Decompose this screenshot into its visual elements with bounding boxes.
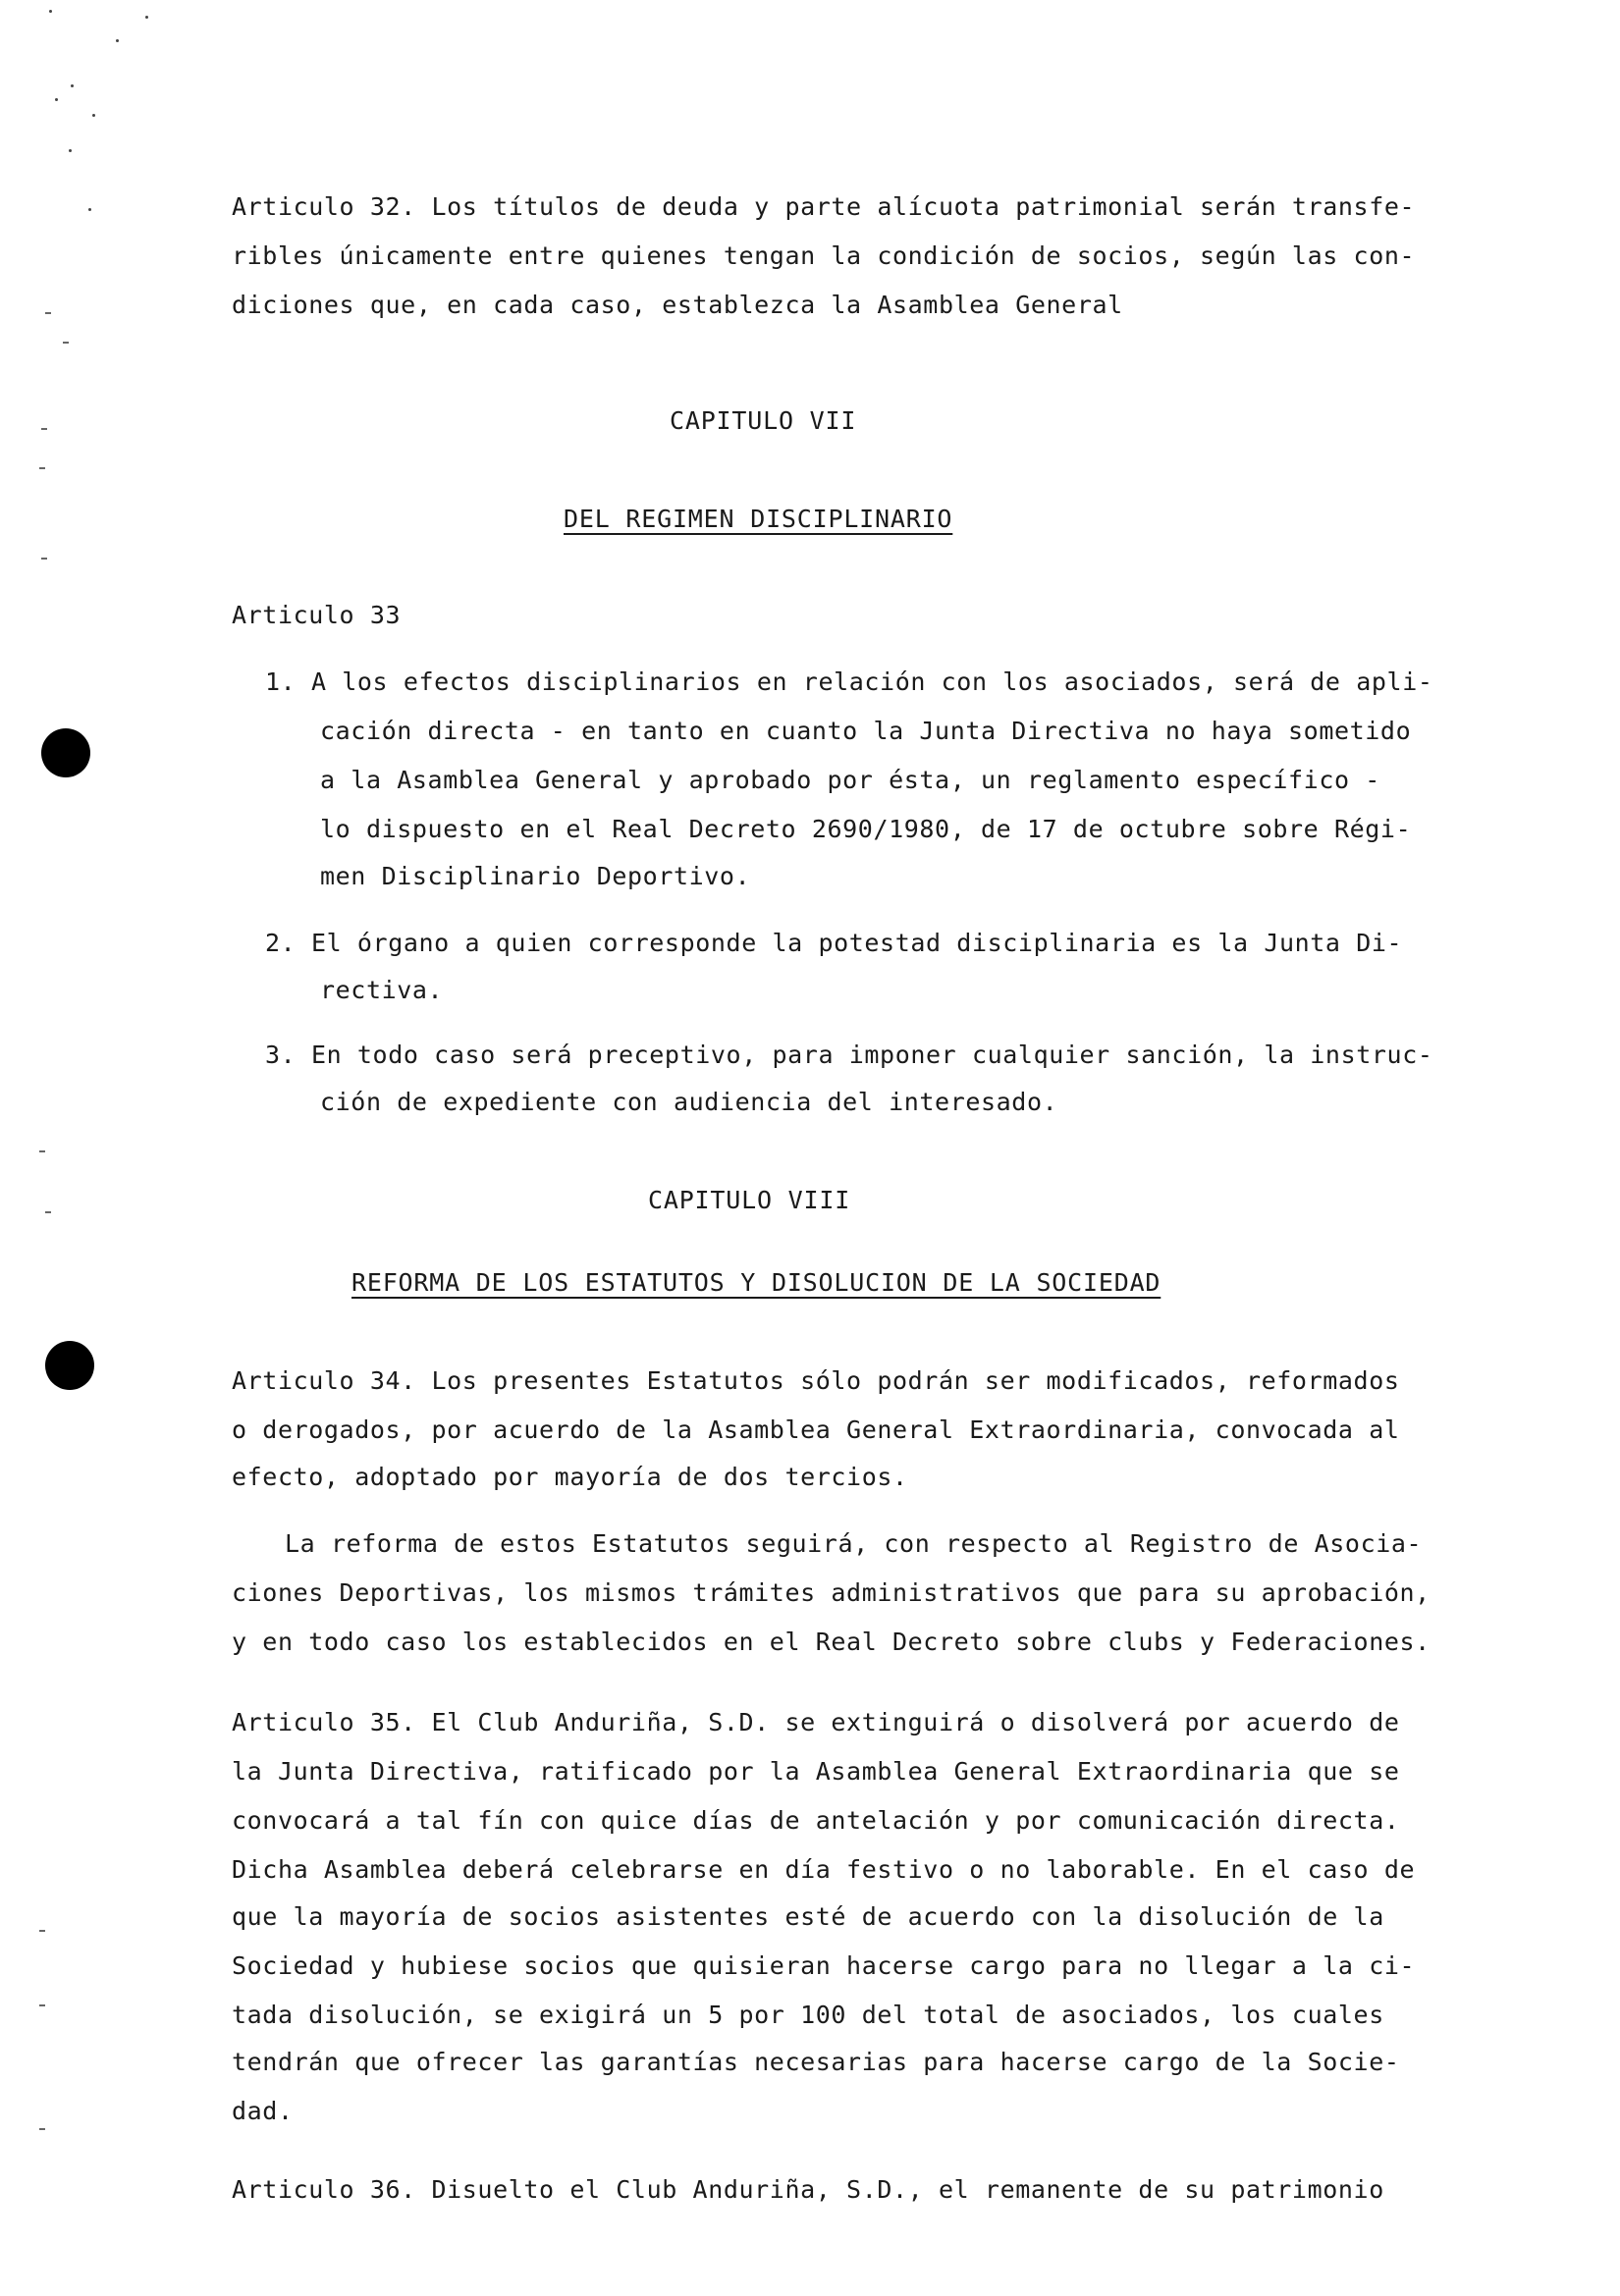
art35-line-5: que la mayoría de socios asistentes esté de acuerdo con la disolución de la bbox=[232, 1902, 1384, 1931]
art35-line-3: convocará a tal fín con quice días de antelación y por comunicación directa. bbox=[232, 1806, 1400, 1835]
art34-line-5: ciones Deportivas, los mismos trámites administrativos que para su aprobación, bbox=[232, 1578, 1431, 1607]
scan-mark bbox=[39, 467, 45, 469]
scan-speck bbox=[92, 114, 95, 117]
art34-line-3: efecto, adoptado por mayoría de dos tercios. bbox=[232, 1463, 908, 1491]
art34-line-2: o derogados, por acuerdo de la Asamblea General Extraordinaria, convocada al bbox=[232, 1415, 1400, 1444]
art35-line-1: Articulo 35. El Club Anduriña, S.D. se extinguirá o disolverá por acuerdo de bbox=[232, 1708, 1400, 1736]
art32-line-2: ribles únicamente entre quienes tengan la condición de socios, según las con- bbox=[232, 241, 1416, 270]
scan-speck bbox=[116, 39, 119, 42]
scan-speck bbox=[145, 16, 148, 19]
art35-line-7: tada disolución, se exigirá un 5 por 100 del total de asociados, los cuales bbox=[232, 2001, 1384, 2029]
art33-p1-line-1: 1. A los efectos disciplinarios en relación con los asociados, será de apli- bbox=[265, 667, 1433, 696]
scan-speck bbox=[49, 10, 52, 13]
chapter-8-title: CAPITULO VIII bbox=[648, 1186, 851, 1214]
scan-speck bbox=[55, 98, 58, 101]
punch-hole-top bbox=[41, 728, 90, 777]
art33-p1-line-5: men Disciplinario Deportivo. bbox=[320, 862, 751, 890]
art32-line-1: Articulo 32. Los títulos de deuda y parte alícuota patrimonial serán transfe- bbox=[232, 192, 1416, 221]
scan-mark bbox=[39, 2128, 45, 2130]
scan-mark bbox=[41, 428, 47, 430]
art33-p1-line-3: a la Asamblea General y aprobado por ésta, un reglamento específico - bbox=[320, 766, 1380, 794]
scan-mark bbox=[63, 342, 69, 344]
art33-p3-line-1: 3. En todo caso será preceptivo, para imponer cualquier sanción, la instruc- bbox=[265, 1041, 1433, 1069]
art33-p2-line-2: rectiva. bbox=[320, 976, 444, 1004]
scan-mark bbox=[39, 1150, 45, 1152]
scan-mark bbox=[45, 312, 51, 314]
chapter-7-subtitle: DEL REGIMEN DISCIPLINARIO bbox=[564, 505, 953, 533]
art32-line-3: diciones que, en cada caso, establezca la Asamblea General bbox=[232, 291, 1123, 319]
art33-p1-line-4: lo dispuesto en el Real Decreto 2690/1980, de 17 de octubre sobre Régi- bbox=[320, 815, 1412, 843]
chapter-7-title: CAPITULO VII bbox=[670, 406, 857, 435]
punch-hole-bottom bbox=[45, 1341, 94, 1390]
art35-line-4: Dicha Asamblea deberá celebrarse en día festivo o no laborable. En el caso de bbox=[232, 1855, 1416, 1884]
scan-speck bbox=[69, 149, 72, 152]
art33-p1-line-2: cación directa - en tanto en cuanto la Junta Directiva no haya sometido bbox=[320, 717, 1412, 745]
art35-line-8: tendrán que ofrecer las garantías necesarias para hacerse cargo de la Socie- bbox=[232, 2048, 1400, 2076]
art33-p2-line-1: 2. El órgano a quien corresponde la potestad disciplinaria es la Junta Di- bbox=[265, 929, 1403, 957]
scan-speck bbox=[88, 208, 91, 211]
art34-line-1: Articulo 34. Los presentes Estatutos sólo podrán ser modificados, reformados bbox=[232, 1366, 1400, 1395]
scan-mark bbox=[39, 2004, 45, 2006]
art33-p3-line-2: ción de expediente con audiencia del interesado. bbox=[320, 1088, 1058, 1116]
chapter-8-subtitle: REFORMA DE LOS ESTATUTOS Y DISOLUCION DE LA SOCIEDAD bbox=[351, 1268, 1161, 1297]
scan-mark bbox=[39, 1930, 45, 1932]
art34-line-4: La reforma de estos Estatutos seguirá, con respecto al Registro de Asocia- bbox=[285, 1529, 1423, 1558]
scan-mark bbox=[45, 1211, 51, 1213]
art35-line-9: dad. bbox=[232, 2097, 294, 2125]
art35-line-2: la Junta Directiva, ratificado por la Asamblea General Extraordinaria que se bbox=[232, 1757, 1400, 1786]
scan-speck bbox=[71, 84, 74, 87]
art36-line-1: Articulo 36. Disuelto el Club Anduriña, S.D., el remanente de su patrimonio bbox=[232, 2175, 1384, 2204]
art33-heading: Articulo 33 bbox=[232, 601, 402, 629]
scan-mark bbox=[41, 558, 47, 560]
art34-line-6: y en todo caso los establecidos en el Real Decreto sobre clubs y Federaciones. bbox=[232, 1628, 1431, 1656]
art35-line-6: Sociedad y hubiese socios que quisieran hacerse cargo para no llegar a la ci- bbox=[232, 1951, 1416, 1980]
